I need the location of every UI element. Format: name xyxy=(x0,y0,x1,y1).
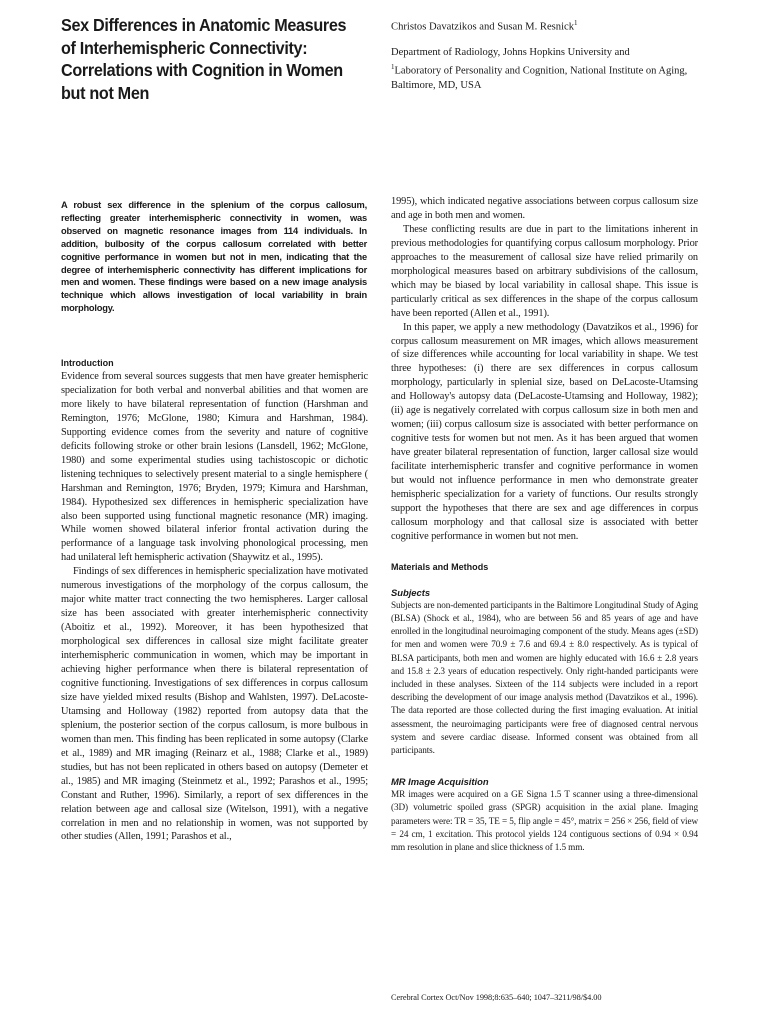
section-spacer xyxy=(391,574,698,586)
journal-citation-footer: Cerebral Cortex Oct/Nov 1998;8:635–640; 1047–3211/98/$4.00 xyxy=(391,993,602,1002)
body-paragraph-2: These conflicting results are due in part to the limitations inherent in previous methodologies for quantifying corpus callosum morphology. Prior approaches to the measurement of callosal size have relied primarily on morphological measures based on arbitrary subdivisions of the callosum, which may be biased by local variability in callosal shape. This issue is particularly critical as sex differences in the shape of the corpus callosum have been reported (Allen et al., 1991). xyxy=(391,223,698,319)
section-spacer xyxy=(391,544,698,561)
affiliation-line-2 xyxy=(391,60,716,93)
affiliation-line-1: Department of Radiology, Johns Hopkins University and xyxy=(391,47,630,58)
subjects-heading: Subjects xyxy=(391,586,431,598)
mr-acquisition-paragraph: MR images were acquired on a GE Signa 1.5 T scanner using a three-dimensional (3D) volumetric spoiled grass (SPGR) acquisition in the axial plane. Imaging parameters were: TR = 35, TE = 5, flip angle = 45°, matrix = 256 × 256, field of view = 24 cm, 1 excitation. This protocol yields 124 contiguous sections of 0.94 × 0.94 mm resolution in plane and slice thickness of 1.5 mm. xyxy=(391,789,698,853)
affiliation xyxy=(391,46,716,93)
introduction-heading: Introduction xyxy=(61,358,114,369)
abstract: A robust sex difference in the splenium of the corpus callosum, reflecting greater interhemispheric connectivity in women, was observed on magnetic resonance images from 114 individuals. In addition, bulbosity of the corpus callosum correlated with better cognitive performance in women but not in men, indicating that the degree of interhemispheric connectivity has different implications for men and women. These findings were based on a new image analysis technique which allows investigation of local variability in brain morphology. xyxy=(61,200,367,314)
intro-paragraph-2: Findings of sex differences in hemispheric specialization have motivated numerous investigations of the morphology of the corpus callosum, the major white matter tract connecting the two hemispheres. Larger callosal size has been associated with greater interhemispheric connectivity (Aboitiz et al., 1992). Moreover, it has been hypothesized that morphological sex differences in callosal size might facilitate greater interhemispheric communication in women, which may be important in achieving higher performance when there is bilateral representation of cognitive functioning. Investigations of sex differences in corpus callosum size have yielded mixed results (Bishop and Wahlsten, 1997). DeLacoste-Utamsing and Holloway (1982) reported from autopsy data that the splenium, the posterior section of the corpus callosum, is more bulbous in women than men. This finding has been replicated in some autopsy (Clarke et al., 1989) and MR imaging (Reinarz et al., 1988; Clarke et al., 1989) studies, but has not been replicated in others based on autopsy (Demeter et al., 1985) and MR imaging (Steinmetz et al., 1992; Parashos et al., 1995; Constant and Ruther, 1996). Similarly, a report of sex differences in the relation between age and callosal size (Witelson, 1991), with a negative correlation in men and no relationship in women, was not supported by other studies (Allen, 1991; Parashos et al., xyxy=(61,566,368,843)
section-spacer xyxy=(391,757,698,775)
intro-paragraph-1: Evidence from several sources suggests that men have greater hemispheric specialization for both verbal and nonverbal abilities and that women are more likely to have bilateral representation of function (Harshman and Remington, 1976; McGlone, 1980; Kimura and Harshman, 1984). Supporting evidence comes from the severity and nature of cognitive deficits following stroke or other brain lesions (Lansdell, 1962; McGlone, 1980) and some experimental studies using tachistoscopic or dichotic listening techniques to selectively present material to a single hemisphere ( Harshman and Remington, 1976; Bryden, 1979; Kimura and Harshman, 1984). Hypothesized sex differences in hemispheric specialization have also been supported using functional magnetic resonance (MR) imaging. While women showed bilateral inferior frontal activation during the performance of a language task involving phonological processing, men had unilateral left hemispheric activation (Shaywitz et al., 1995). xyxy=(61,371,368,564)
mr-acquisition-heading: MR Image Acquisition xyxy=(391,776,489,788)
right-column xyxy=(391,195,698,854)
body-paragraph-1: 1995), which indicated negative associations between corpus callosum size and age in both men and women. xyxy=(391,196,698,221)
authors: Christos Davatzikos and Susan M. Resnick xyxy=(391,21,575,33)
methods-heading: Materials and Methods xyxy=(391,561,489,573)
body-paragraph-3: In this paper, we apply a new methodology (Davatzikos et al., 1996) for corpus callosum measurement on MR images, which allows measurement of size differences while accounting for local variability in shape. We test three hypotheses: (i) there are sex differences in corpus callosum morphology, particularly in splenial size, based on DeLacoste-Utamsing and Holloway's autopsy data (DeLacoste-Utamsing and Holloway, 1982); (ii) age is negatively correlated with corpus callosum size in both men and women; (iii) corpus callosum size is associated with better performance on cognitive tests for women but not men. As it has been argued that women have greater bilateral representation of function, larger callosal size would facilitate interhemispheric transfer and cognitive performance in women but would not influence performance in men who demonstrate greater hemispheric specialization for a variety of functions. Our results strongly support the hypotheses that there are sex and age differences in corpus callosum morphology and that callosal size is associated with better cognitive performance in women but not men. xyxy=(391,321,698,542)
affiliation-line-2-text: Laboratory of Personality and Cognition, National Institute on Aging, Baltimore, MD, USA xyxy=(391,65,688,91)
subjects-paragraph: Subjects are non-demented participants in the Baltimore Longitudinal Study of Aging (BLSA) (Shock et al., 1984), who are between 56 and 85 years of age and have enrolled in the longitudinal neuroimaging component of the study. Means ages (±SD) for men and women were 70.9 ± 7.6 and 69.4 ± 8.0 respectively. As is typical of BLSA participants, both men and women are highly educated with 16.6 ± 2.8 years and 15.8 ± 2.3 years of education respectively. Only right-handed participants were included in these analyses. Sixteen of the 114 subjects were included in a report describing the development of our image analysis method (Davatzikos et al., 1996). The data reported are those collected during the first imaging evaluation. At initial assessment, the neuroimaging participants were free of diagnosed central nervous system and severe cardiac disease. Informed consent was obtained from all participants. xyxy=(391,599,698,756)
affiliation-footnote-marker: 1 xyxy=(391,63,395,71)
left-column xyxy=(61,357,368,844)
paper-title: Sex Differences in Anatomic Measures of Interhemispheric Connectivity: Correlations with Cognition in Women but not Men xyxy=(61,15,347,103)
authors-line xyxy=(391,16,711,35)
authors-footnote-marker: 1 xyxy=(574,19,578,27)
